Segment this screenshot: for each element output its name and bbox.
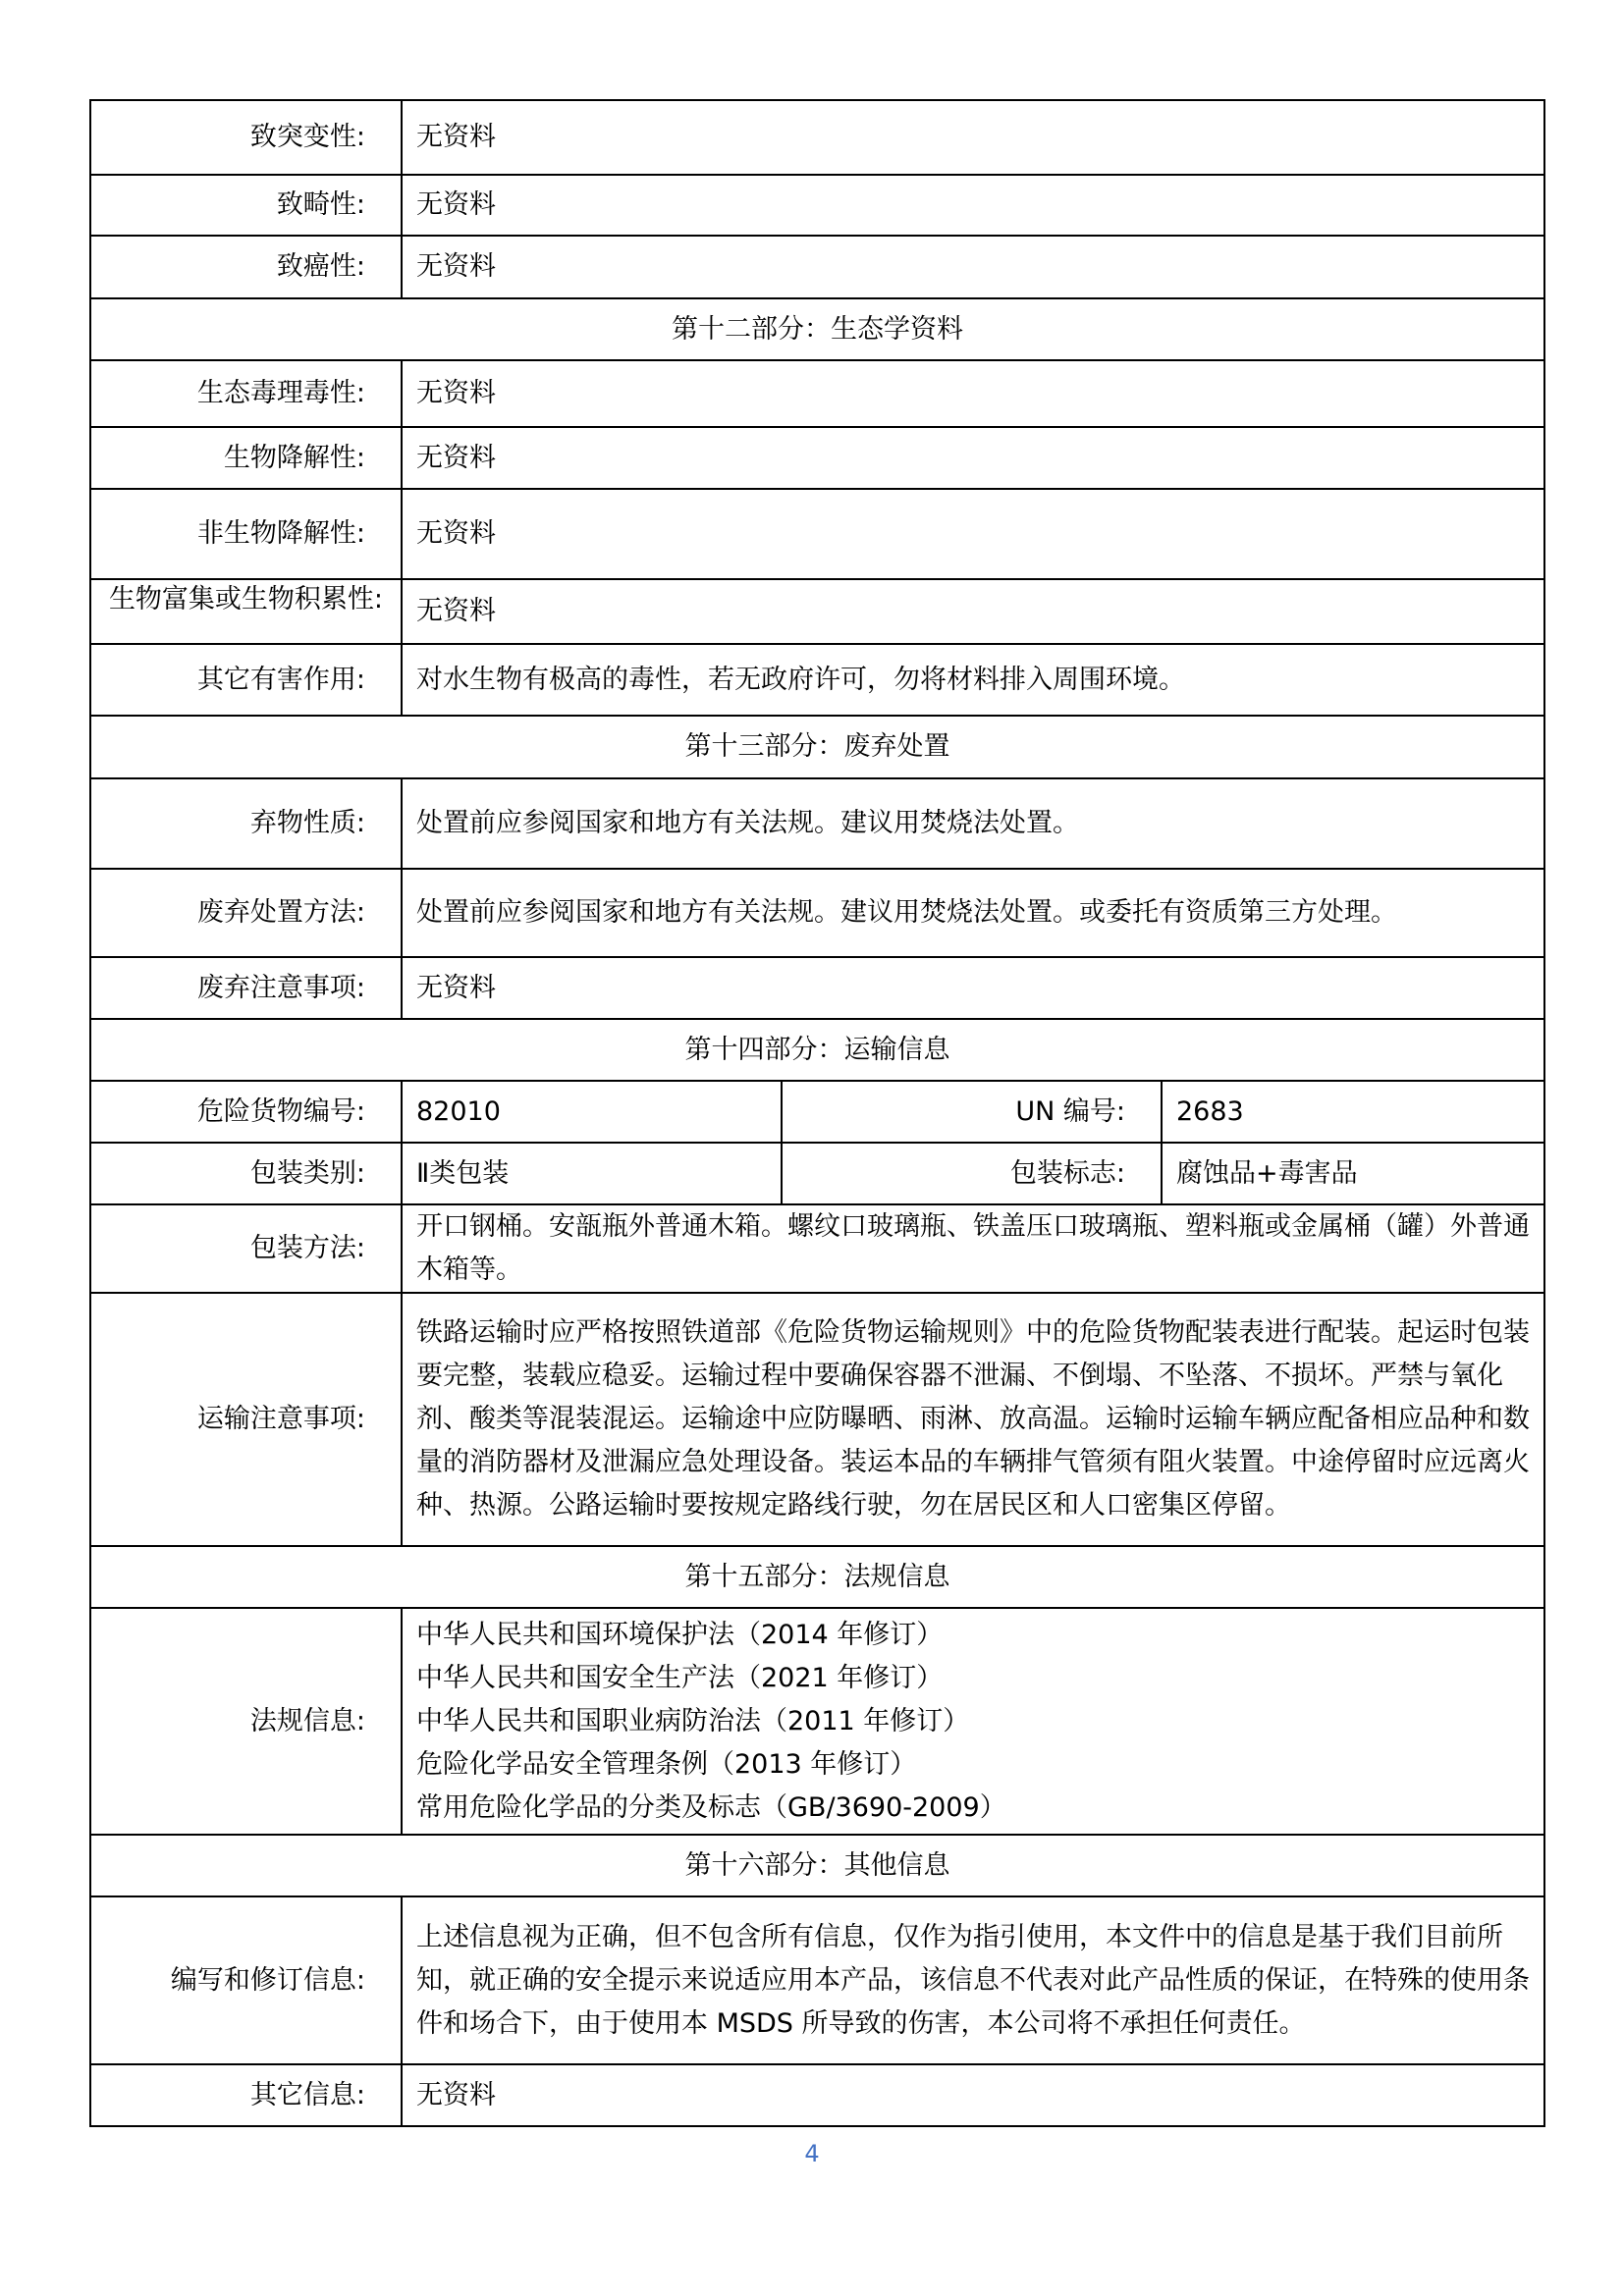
row-other-info (90, 2064, 1544, 2126)
dangerous-goods-no-value: 82010 (402, 1081, 782, 1143)
revision-info-value: 上述信息视为正确，但不包含所有信息，仅作为指引使用，本文件中的信息是基于我们目前所知，就正确的安全提示来说适应用本产品，该信息不代表对此产品性质的保证，在特殊的使用条件和场合下，由于使用本 MSDS 所导致的伤害，本公司将不承担任何责任。 (402, 1896, 1544, 2064)
section-13-title: 第十三部分：废弃处置 (90, 716, 1544, 778)
section-14-title: 第十四部分：运输信息 (90, 1019, 1544, 1081)
regulation-line: 中华人民共和国职业病防治法（2011 年修订） (416, 1705, 970, 1736)
un-no-value: 2683 (1162, 1081, 1544, 1143)
section-16-title: 第十六部分：其他信息 (90, 1835, 1544, 1896)
regulation-line: 常用危险化学品的分类及标志（GB/3690-2009） (416, 1791, 1006, 1823)
mutagenicity-value: 无资料 (402, 100, 1544, 175)
other-info-label: 其它信息: (90, 2064, 402, 2126)
section-12-header-row (90, 298, 1544, 360)
other-harmful-label: 其它有害作用: (90, 644, 402, 716)
carcinogenicity-label: 致癌性: (90, 236, 402, 298)
row-bioaccumulation (90, 579, 1544, 644)
transport-notes-label: 运输注意事项: (90, 1293, 402, 1546)
section-12-title: 第十二部分：生态学资料 (90, 298, 1544, 360)
mutagenicity-label: 致突变性: (90, 100, 402, 175)
non-biodegradability-value: 无资料 (402, 489, 1544, 579)
ecotoxicity-label: 生态毒理毒性: (90, 360, 402, 427)
row-transport-notes (90, 1293, 1544, 1546)
other-info-value: 无资料 (402, 2064, 1544, 2126)
packing-group-label: 包装类别: (90, 1143, 402, 1204)
section-16-header-row (90, 1835, 1544, 1896)
packing-method-value: 开口钢桶。安瓿瓶外普通木箱。螺纹口玻璃瓶、铁盖压口玻璃瓶、塑料瓶或金属桶（罐）外普通木箱等。 (402, 1204, 1544, 1293)
transport-notes-value: 铁路运输时应严格按照铁道部《危险货物运输规则》中的危险货物配装表进行配装。起运时包装要完整，装载应稳妥。运输过程中要确保容器不泄漏、不倒塌、不坠落、不损坏。严禁与氧化剂、酸类等混装混运。运输途中应防曝晒、雨淋、放高温。运输时运输车辆应配备相应品种和数量的消防器材及泄漏应急处理设备。装运本品的车辆排气管须有阻火装置。中途停留时应远离火种、热源。公路运输时要按规定路线行驶，勿在居民区和人口密集区停留。 (402, 1293, 1544, 1546)
non-biodegradability-label: 非生物降解性: (90, 489, 402, 579)
ecotoxicity-value: 无资料 (402, 360, 1544, 427)
packing-mark-value: 腐蚀品+毒害品 (1162, 1143, 1544, 1204)
row-disposal-method (90, 869, 1544, 957)
section-13-header-row (90, 716, 1544, 778)
biodegradability-value: 无资料 (402, 427, 1544, 489)
carcinogenicity-value: 无资料 (402, 236, 1544, 298)
disposal-method-value: 处置前应参阅国家和地方有关法规。建议用焚烧法处置。或委托有资质第三方处理。 (402, 869, 1544, 957)
bioaccumulation-label: 生物富集或生物积累性: (108, 584, 384, 614)
row-other-harmful (90, 644, 1544, 716)
section-15-title: 第十五部分：法规信息 (90, 1546, 1544, 1608)
row-teratogenicity (90, 175, 1544, 236)
row-non-biodegradability (90, 489, 1544, 579)
packing-mark-label: 包装标志: (782, 1143, 1162, 1204)
un-no-label: UN 编号: (782, 1081, 1162, 1143)
row-carcinogenicity (90, 236, 1544, 298)
regulation-line: 危险化学品安全管理条例（2013 年修订） (416, 1748, 917, 1780)
disposal-method-label: 废弃处置方法: (90, 869, 402, 957)
teratogenicity-label: 致畸性: (90, 175, 402, 236)
biodegradability-label: 生物降解性: (90, 427, 402, 489)
regulation-info-label: 法规信息: (90, 1608, 402, 1835)
row-biodegradability (90, 427, 1544, 489)
other-harmful-value: 对水生物有极高的毒性，若无政府许可，勿将材料排入周围环境。 (402, 644, 1544, 716)
disposal-notes-value: 无资料 (402, 957, 1544, 1019)
msds-table (89, 99, 1545, 2127)
disposal-notes-label: 废弃注意事项: (90, 957, 402, 1019)
regulation-line: 中华人民共和国环境保护法（2014 年修订） (416, 1619, 944, 1650)
regulation-info-list (402, 1608, 1544, 1835)
row-disposal-notes (90, 957, 1544, 1019)
row-mutagenicity (90, 100, 1544, 175)
section-15-header-row (90, 1546, 1544, 1608)
row-packing-method (90, 1204, 1544, 1293)
row-revision-info (90, 1896, 1544, 2064)
row-waste-nature (90, 778, 1544, 869)
row-dangerous-goods (90, 1081, 1544, 1143)
bioaccumulation-value: 无资料 (402, 579, 1544, 644)
row-packing (90, 1143, 1544, 1204)
packing-method-label: 包装方法: (90, 1204, 402, 1293)
teratogenicity-value: 无资料 (402, 175, 1544, 236)
page-number: 4 (804, 2140, 820, 2167)
waste-nature-label: 弃物性质: (90, 778, 402, 869)
revision-info-label: 编写和修订信息: (90, 1896, 402, 2064)
row-ecotoxicity (90, 360, 1544, 427)
waste-nature-value: 处置前应参阅国家和地方有关法规。建议用焚烧法处置。 (402, 778, 1544, 869)
dangerous-goods-no-label: 危险货物编号: (90, 1081, 402, 1143)
regulation-line: 中华人民共和国安全生产法（2021 年修订） (416, 1662, 944, 1693)
row-regulation-info (90, 1608, 1544, 1835)
section-14-header-row (90, 1019, 1544, 1081)
packing-group-value: Ⅱ类包装 (402, 1143, 782, 1204)
